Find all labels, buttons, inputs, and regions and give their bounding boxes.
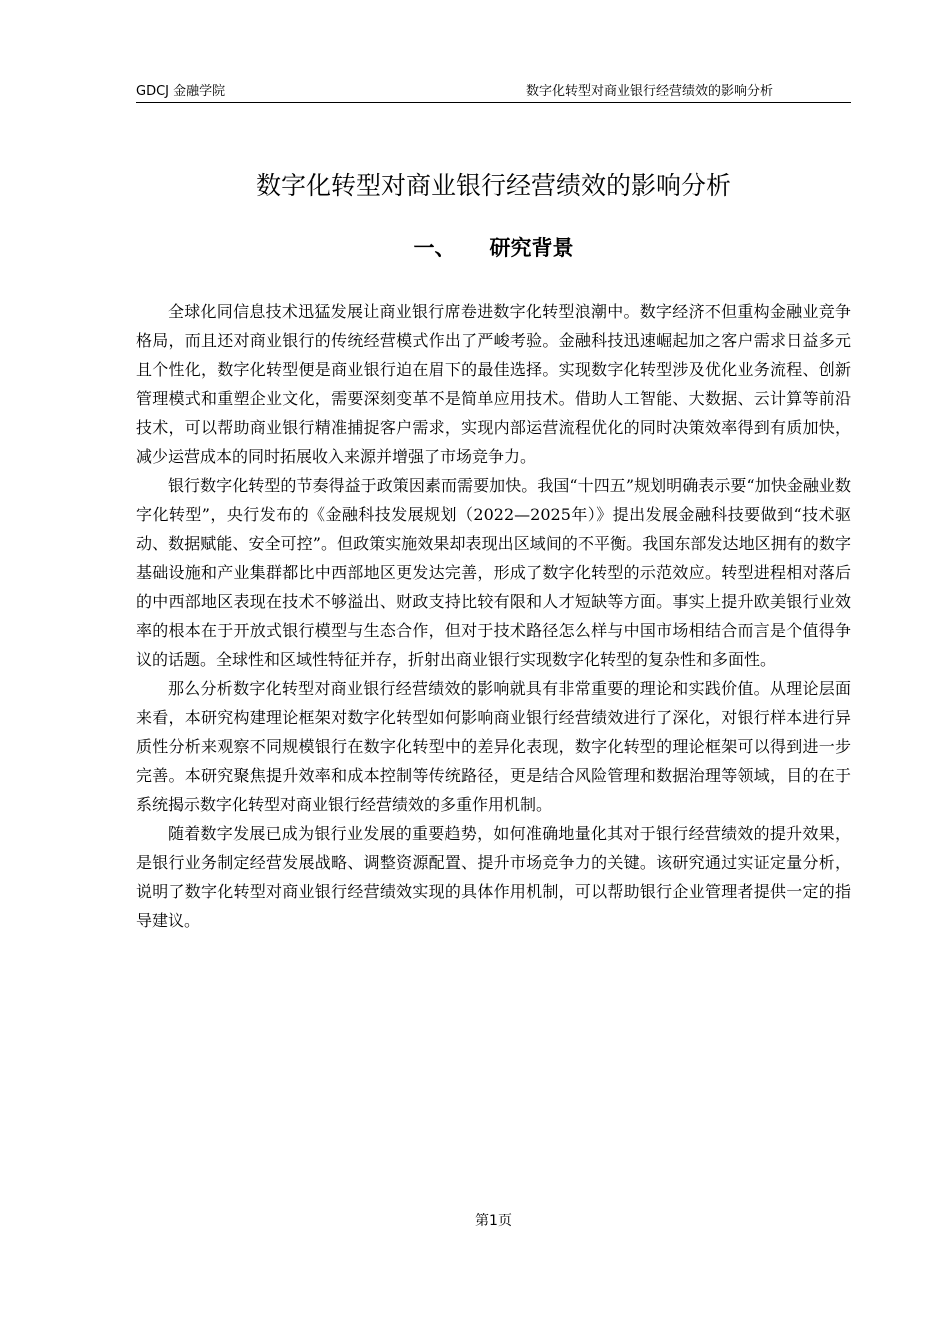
body-text	[136, 297, 851, 935]
page-number: 第1页	[475, 1213, 512, 1229]
page-header	[136, 78, 851, 103]
document-title: 数字化转型对商业银行经营绩效的影响分析	[255, 171, 731, 200]
header-doc-title: 数字化转型对商业银行经营绩效的影响分析	[525, 84, 773, 99]
header-institution: GDCJ 金融学院	[136, 84, 226, 99]
section-number: 一、	[413, 236, 456, 260]
section-heading	[136, 232, 851, 262]
paragraph-4: 随着数字发展已成为银行业发展的重要趋势，如何准确地量化其对于银行经营绩效的提升效果，是银行业务制定经营发展战略、调整资源配置、提升市场竞争力的关键。该研究通过实证定量分析，说明了数字化转型对商业银行经营绩效实现的具体作用机制，可以帮助银行企业管理者提供一定的指导建议。	[136, 824, 851, 930]
paragraph-3: 那么分析数字化转型对商业银行经营绩效的影响就具有非常重要的理论和实践价值。从理论层面来看，本研究构建理论框架对数字化转型如何影响商业银行经营绩效进行了深化，对银行样本进行异质性分析来观察不同规模银行在数字化转型中的差异化表现，数字化转型的理论框架可以得到进一步完善。本研究聚焦提升效率和成本控制等传统路径，更是结合风险管理和数据治理等领域，目的在于系统揭示数字化转型对商业银行经营绩效的多重作用机制。	[136, 679, 851, 814]
paragraph-2: 银行数字化转型的节奏得益于政策因素而需要加快。我国“十四五”规划明确表示要“加快金融业数字化转型”，央行发布的《金融科技发展规划（2022—2025年）》提出发展金融科技要做到“技术驱动、数据赋能、安全可控”。但政策实施效果却表现出区域间的不平衡。我国东部发达地区拥有的数字基础设施和产业集群都比中西部地区更发达完善，形成了数字化转型的示范效应。转型进程相对落后的中西部地区表现在技术不够溢出、财政支持比较有限和人才短缺等方面。事实上提升欧美银行业效率的根本在于开放式银行模型与生态合作，但对于技术路径怎么样与中国市场相结合而言是个值得争议的话题。全球性和区域性特征并存，折射出商业银行实现数字化转型的复杂性和多面性。	[136, 476, 851, 669]
paragraph-1: 全球化同信息技术迅猛发展让商业银行席卷进数字化转型浪潮中。数字经济不但重构金融业竞争格局，而且还对商业银行的传统经营模式作出了严峻考验。金融科技迅速崛起加之客户需求日益多元且个性化，数字化转型便是商业银行迫在眉下的最佳选择。实现数字化转型涉及优化业务流程、创新管理模式和重塑企业文化，需要深刻变革不是简单应用技术。借助人工智能、大数据、云计算等前沿技术，可以帮助商业银行精准捕捉客户需求，实现内部运营流程优化的同时决策效率得到有质加快，减少运营成本的同时拓展收入来源并增强了市场竞争力。	[136, 302, 851, 466]
section-title: 研究背景	[489, 236, 574, 260]
